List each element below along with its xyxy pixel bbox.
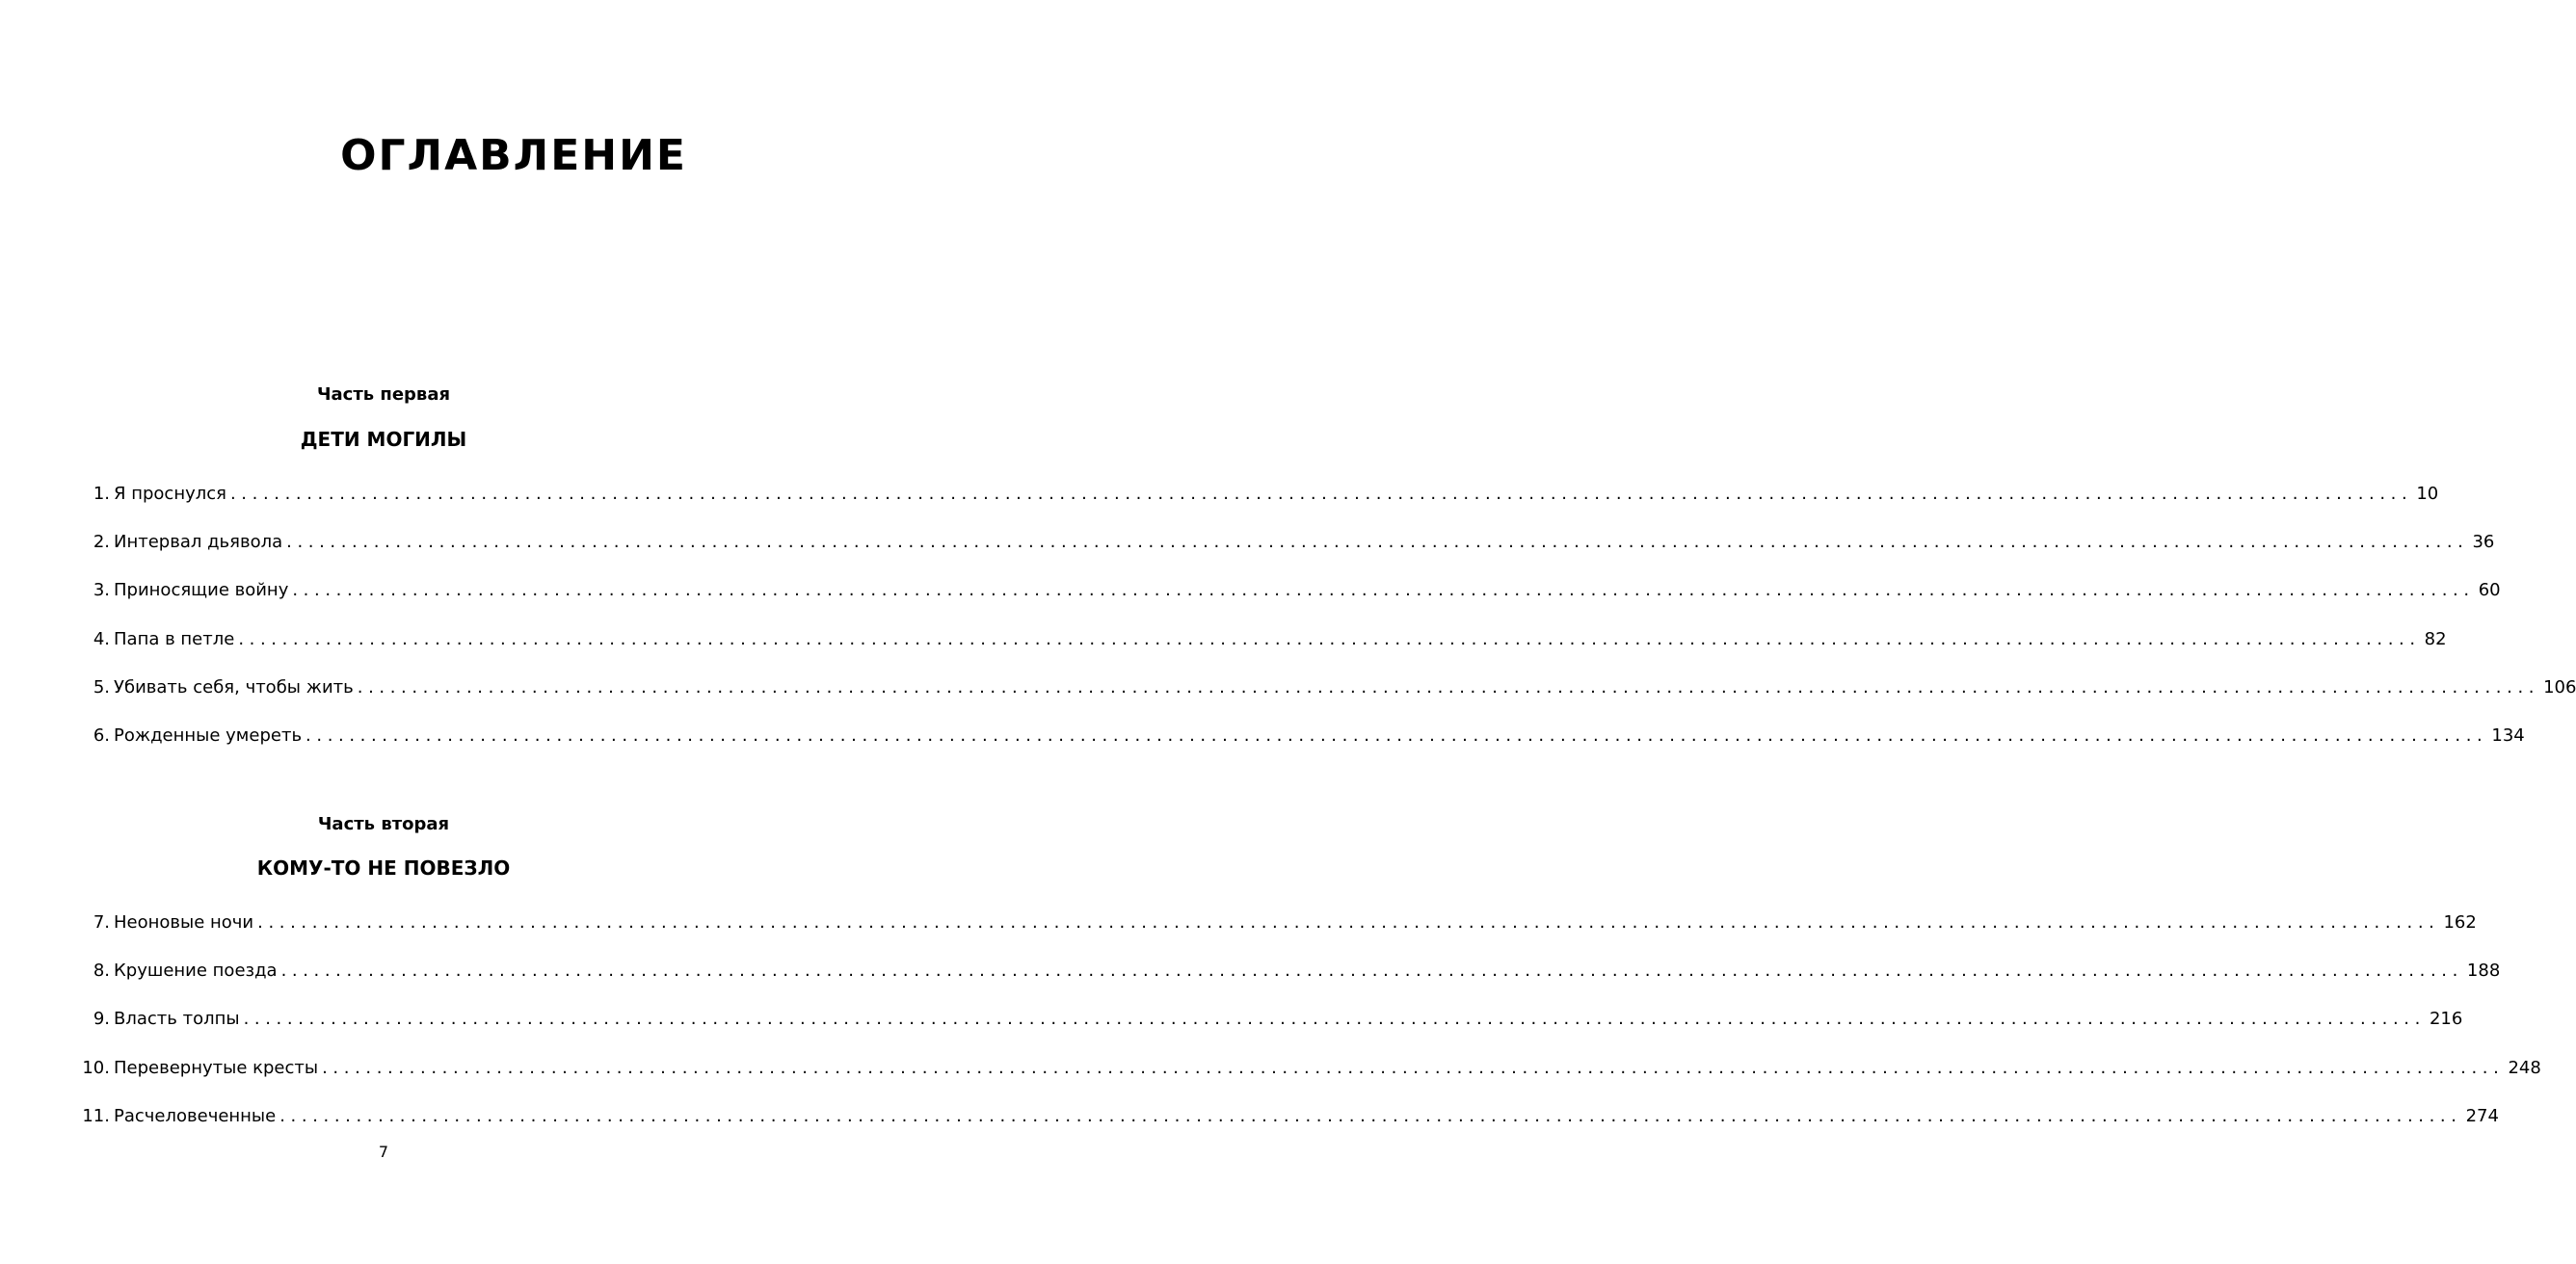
toc-entry-title: Интервал дьявола [114, 532, 283, 553]
toc-entry-title: Я проснулся [114, 484, 226, 504]
toc-entry-page: 188 [2466, 961, 2501, 982]
part-two-title: КОМУ-ТО НЕ ПОВЕЗЛО [256, 856, 511, 880]
toc-entry[interactable] [77, 628, 2447, 676]
toc-entry-number: 8. [93, 961, 110, 982]
toc-entry-page: 134 [2491, 724, 2525, 746]
part-two-label: Часть вторая [317, 814, 450, 834]
toc-entry-title: Крушение поезда [114, 961, 278, 982]
part-one-title: ДЕТИ МОГИЛЫ [300, 428, 467, 451]
toc-dot-leader: ........................................................................................................................................................................................................ [280, 961, 2463, 982]
toc-entry-title: Власть толпы [114, 1009, 240, 1030]
toc-dot-leader: ........................................................................................................................................................................................................ [357, 676, 2540, 698]
toc-dot-leader: ........................................................................................................................................................................................................ [305, 724, 2488, 746]
toc-dot-leader: ........................................................................................................................................................................................................ [286, 532, 2469, 553]
toc-entry[interactable] [77, 1057, 2541, 1105]
toc-list-part-one [77, 483, 2576, 773]
toc-entry-title: Неоновые ночи [114, 912, 254, 933]
toc-entry-page: 60 [2478, 580, 2501, 601]
toc-entry[interactable] [77, 911, 2477, 960]
toc-entry-number: 10. [82, 1057, 110, 1078]
toc-entry-number: 5. [93, 676, 110, 698]
toc-entry-title: Рожденные умереть [114, 724, 303, 746]
toc-entry[interactable] [77, 579, 2501, 627]
toc-entry-page: 36 [2472, 532, 2495, 553]
toc-entry-page: 248 [2508, 1057, 2541, 1078]
toc-list-part-two [77, 911, 2541, 1153]
page-title: ОГЛАВЛЕНИЕ [340, 131, 687, 180]
toc-dot-leader: ........................................................................................................................................................................................................ [292, 580, 2475, 601]
part-one-label: Часть первая [316, 384, 451, 405]
toc-dot-leader: ........................................................................................................................................................................................................ [243, 1009, 2426, 1030]
toc-entry-title: Убивать себя, чтобы жить [114, 676, 354, 698]
toc-entry[interactable] [77, 676, 2576, 724]
toc-entry-page: 10 [2416, 484, 2439, 504]
toc-entry-title: Приносящие войну [114, 580, 289, 601]
toc-dot-leader: ........................................................................................................................................................................................................ [229, 484, 2413, 504]
toc-entry-title: Папа в петле [114, 628, 235, 649]
toc-entry-page: 106 [2543, 676, 2576, 698]
toc-entry[interactable] [77, 1008, 2463, 1056]
toc-dot-leader: ........................................................................................................................................................................................................ [238, 628, 2421, 649]
toc-entry-page: 216 [2429, 1009, 2463, 1030]
toc-entry-number: 9. [93, 1009, 110, 1030]
toc-dot-leader: ........................................................................................................................................................................................................ [257, 912, 2440, 933]
toc-entry-number: 1. [93, 484, 110, 504]
toc-entry-page: 162 [2443, 912, 2477, 933]
toc-dot-leader: ........................................................................................................................................................................................................ [322, 1057, 2505, 1078]
toc-entry-number: 7. [93, 912, 110, 933]
toc-entry-number: 4. [93, 628, 110, 649]
toc-dot-leader: ........................................................................................................................................................................................................ [279, 1105, 2462, 1126]
toc-entry[interactable] [77, 960, 2501, 1008]
page-number: 7 [378, 1143, 389, 1161]
toc-entry-page: 82 [2424, 628, 2447, 649]
toc-entry[interactable] [77, 483, 2439, 531]
toc-entry-number: 11. [82, 1105, 110, 1126]
toc-entry[interactable] [77, 531, 2495, 579]
toc-entry[interactable] [77, 724, 2525, 773]
toc-entry-number: 3. [93, 580, 110, 601]
toc-entry-number: 6. [93, 724, 110, 746]
toc-entry-page: 274 [2465, 1105, 2499, 1126]
toc-entry-title: Перевернутые кресты [114, 1057, 319, 1078]
toc-entry-number: 2. [93, 532, 110, 553]
toc-entry-title: Расчеловеченные [114, 1105, 277, 1126]
